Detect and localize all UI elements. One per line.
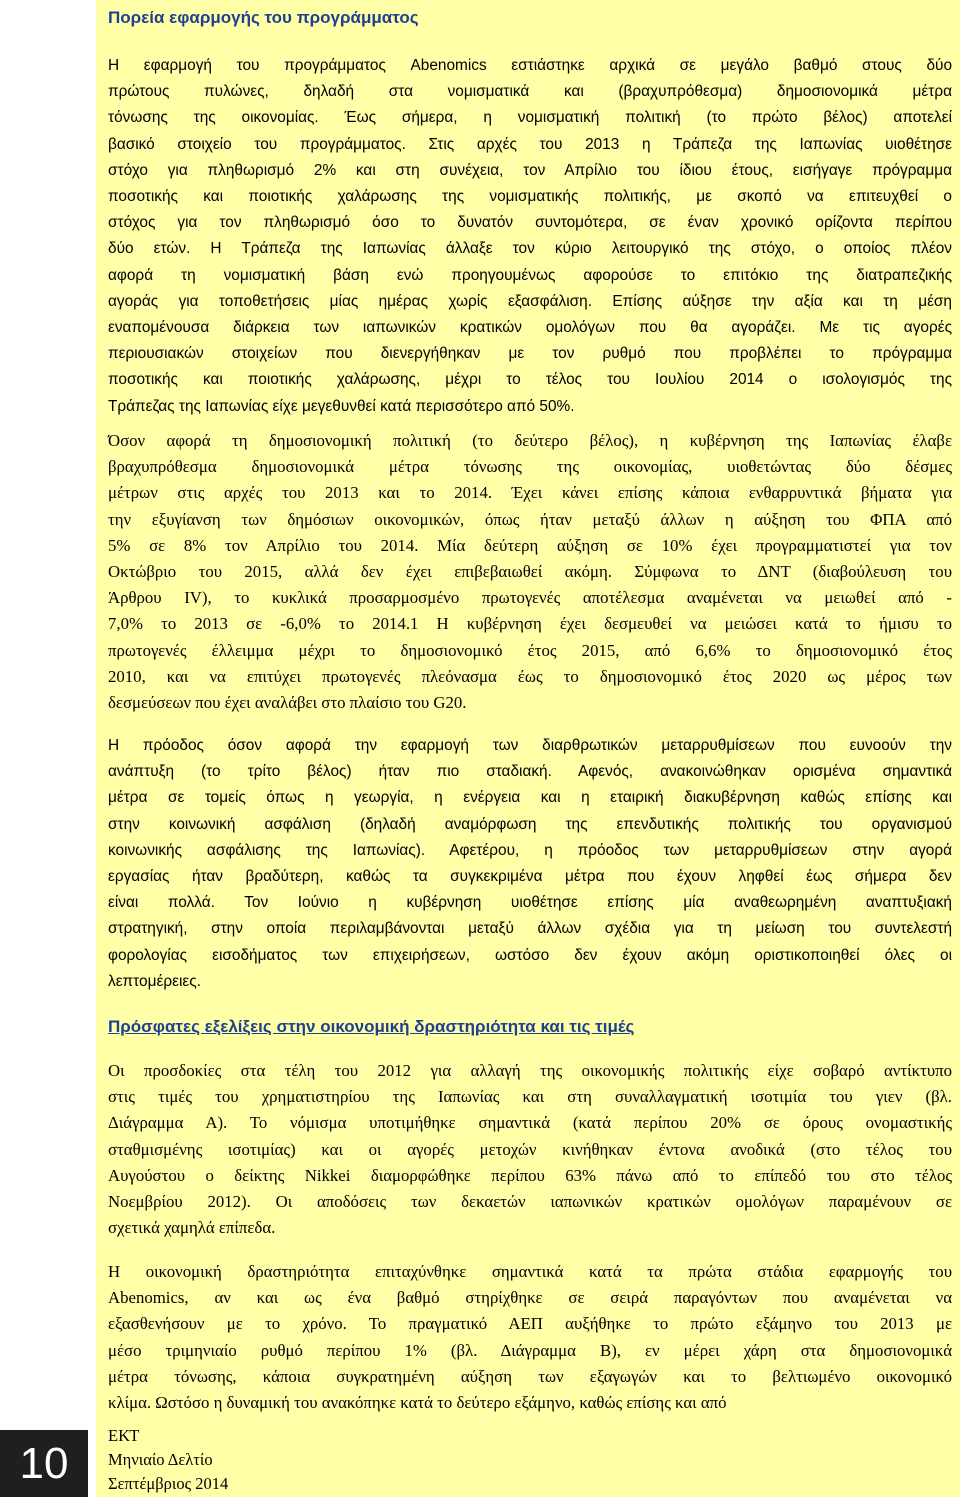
text-line: αφορά τη νομισματική βάση ενώ προηγουμένως αφορούσε το επιτόκιο της διατραπεζικής bbox=[108, 266, 952, 284]
footer-line-bulletin: Μηνιαίο Δελτίο bbox=[108, 1450, 213, 1469]
text-line: δεσμεύσεων που έχει αναλάβει στο πλαίσιο του G20. bbox=[108, 693, 467, 713]
text-line: εναπομένουσα διάρκεια των ιαπωνικών κρατικών ομολόγων που θα αγοράζει. Με τις αγορές bbox=[108, 319, 952, 337]
text-line: στην κοινωνική ασφάλιση (δηλαδή αναμόρφωση της επενδυτικής πολιτικής του οργανισμού bbox=[108, 815, 952, 833]
text-line: ποσοτικής και ποιοτικής χαλάρωσης της νομισματικής πολιτικής, με σκοπό να επιτευχθεί ο bbox=[108, 188, 952, 206]
text-line: την εξυγίανση των δημόσιων οικονομικών, όπως ήταν μεταξύ άλλων η αύξηση του ΦΠΑ από bbox=[108, 509, 952, 529]
page-footer bbox=[0, 1408, 960, 1497]
text-line: κλίμα. Ωστόσο η δυναμική του ανακόπηκε κατά το δεύτερο εξάμηνο, καθώς επίσης και από bbox=[108, 1393, 727, 1413]
footer-line-ekt: ΕΚΤ bbox=[108, 1426, 140, 1445]
text-line: ανάπτυξη (το τρίτο βέλος) ήταν πιο σταδιακή. Αφενός, ανακοινώθηκαν ορισμένα σημαντικά bbox=[108, 763, 952, 781]
text-line: βασικό στοιχείο του προγράμματος. Στις αρχές του 2013 η Τράπεζα της Ιαπωνίας υιοθέτησε bbox=[108, 135, 952, 153]
text-line: Νοεμβρίου 2012). Οι αποδόσεις των δεκαετών ιαπωνικών κρατικών ομολόγων παραμένουν σε bbox=[108, 1192, 952, 1212]
text-line: σχετικά χαμηλά επίπεδα. bbox=[108, 1218, 276, 1238]
paragraph-3 bbox=[108, 733, 952, 995]
text-line: περιουσιακών στοιχείων που διενεργήθηκαν με τον ρυθμό που προβλέπει το πρόγραμμα bbox=[108, 345, 952, 363]
paragraph-1 bbox=[108, 53, 952, 420]
footer-publication bbox=[108, 1424, 228, 1496]
section-heading-recent-developments: Πρόσφατες εξελίξεις στην οικονομική δραστηριότητα και τις τιμές bbox=[108, 1017, 635, 1036]
paragraph-2 bbox=[108, 428, 952, 716]
text-line: μέτρα τόνωσης, κάποια συγκρατημένη αύξηση των εξαγωγών και το βελτιωμένο οικονομικό bbox=[108, 1366, 952, 1386]
section-heading-implementation: Πορεία εφαρμογής του προγράμματος bbox=[108, 8, 419, 27]
text-line: Άρθρου IV), το κυκλικά προσαρμοσμένο πρωτογενές αποτέλεσμα αναμένεται να μειωθεί από - bbox=[108, 588, 952, 608]
text-line: Η πρόοδος όσον αφορά την εφαρμογή των διαρθρωτικών μεταρρυθμίσεων που ευνοούν την bbox=[108, 737, 952, 754]
text-line: Όσον αφορά τη δημοσιονομική πολιτική (το δεύτερο βέλος), η κυβέρνηση της Ιαπωνίας έλαβε bbox=[108, 431, 952, 450]
text-line: στόχο για πληθωρισμό 2% και στη συνέχεια, τον Απρίλιο του ίδιου έτους, εισήγαγε πρόγραμμα bbox=[108, 161, 952, 179]
text-line: ποσοτικής και ποιοτικής χαλάρωσης, μέχρι το τέλος του Ιουλίου 2014 ο ισολογισμός της bbox=[108, 371, 952, 389]
text-line: μέσο τριμηνιαίο ρυθμό περίπου 1% (βλ. Διάγραμμα Β), εν μέρει χάρη στα δημοσιονομικά bbox=[108, 1340, 952, 1360]
text-line: Οκτώβριο του 2015, αλλά δεν έχει επιβεβαιωθεί ακόμη. Σύμφωνα το ΔΝΤ (διαβούλευση του bbox=[108, 562, 952, 582]
text-line: πρώτους πυλώνες, δηλαδή στα νομισματικά και (βραχυπρόθεσμα) δημοσιονομικά μέτρα bbox=[108, 83, 952, 101]
paragraph-4 bbox=[108, 1058, 952, 1241]
text-line: στρατηγική, στην οποία περιλαμβάνονται μεταξύ άλλων σχέδια για τη μείωση του συντελεστή bbox=[108, 920, 952, 938]
text-line: είναι πολλά. Τον Ιούνιο η κυβέρνηση υιοθέτησε επίσης μία αναθεωρημένη αναπτυξιακή bbox=[108, 894, 952, 912]
text-line: 7,0% το 2013 σε -6,0% το 2014.1 Η κυβέρνηση έχει δεσμευθεί να μειώσει κατά το ήμισυ το bbox=[108, 614, 952, 634]
text-line: βραχυπρόθεσμα δημοσιονομικά μέτρα τόνωσης της οικονομίας, υιοθετώντας δύο δέσμες bbox=[108, 457, 952, 477]
paragraph-5 bbox=[108, 1259, 952, 1416]
text-line: κοινωνικής ασφάλισης της Ιαπωνίας). Αφετέρου, η πρόοδος των μεταρρυθμίσεων στην αγορά bbox=[108, 841, 952, 859]
text-line: μέτρων στις αρχές του 2013 και το 2014. Έχει κάνει επίσης κάποια ενθαρρυντικά βήματα για bbox=[108, 483, 952, 503]
text-line: 2010, και να επιτύχει πρωτογενές πλεόνασμα έως το δημοσιονομικό έτος 2020 ως μέρος των bbox=[108, 666, 952, 686]
page-number: 10 bbox=[0, 1430, 88, 1497]
text-line: αγοράς για τοποθετήσεις μίας ημέρας χωρίς εξασφάλιση. Επίσης αύξησε την αξία και τη μέση bbox=[108, 292, 952, 310]
text-line: Αυγούστου ο δείκτης Nikkei διαμορφώθηκε περίπου 63% πάνω από το επίπεδό του στο τέλος bbox=[108, 1165, 952, 1185]
text-line: 5% σε 8% τον Απρίλιο του 2014. Μία δεύτερη αύξηση σε 10% έχει προγραμματιστεί για τον bbox=[108, 535, 952, 555]
text-line: φορολογίας εισοδήματος των επιχειρήσεων, ωστόσο δεν έχουν ακόμη οριστικοποιηθεί όλες οι bbox=[108, 946, 952, 964]
text-line: τόνωσης της οικονομίας. Έως σήμερα, η νομισματική πολιτική (το πρώτο βέλος) αποτελεί bbox=[108, 109, 952, 127]
text-line: δύο ετών. Η Τράπεζα της Ιαπωνίας άλλαξε τον κύριο λειτουργικό της στόχο, ο οποίος πλέον bbox=[108, 240, 952, 258]
text-line: Οι προσδοκίες στα τέλη του 2012 για αλλαγή της οικονομικής πολιτικής είχε σοβαρό αντίκτυπο bbox=[108, 1061, 952, 1080]
text-line: λεπτομέρειες. bbox=[108, 972, 201, 990]
text-line: πρωτογενές έλλειμμα μέχρι το δημοσιονομικό έτος 2015, από 6,6% το δημοσιονομικό έτος bbox=[108, 640, 952, 660]
text-line: Διάγραμμα Α). Το νόμισμα υποτιμήθηκε σημαντικά (κατά περίπου 20% σε όρους ονομαστικής bbox=[108, 1113, 952, 1133]
text-line: σταθμισμένης ισοτιμίας) και οι αγορές μετοχών κινήθηκαν έντονα ανοδικά (στο τέλος του bbox=[108, 1139, 952, 1159]
text-line: στις τιμές του χρηματιστηρίου της Ιαπωνίας και στη συναλλαγματική ισοτιμία του γιεν (βλ. bbox=[108, 1087, 952, 1107]
text-line: εργασίας ήταν βραδύτερη, καθώς τα συγκεκριμένα μέτρα που έχουν ληφθεί έως σήμερα δεν bbox=[108, 868, 952, 886]
text-line: Η οικονομική δραστηριότητα επιταχύνθηκε σημαντικά κατά τα πρώτα στάδια εφαρμογής του bbox=[108, 1262, 952, 1281]
text-line: μέτρα σε τομείς όπως η γεωργία, η ενέργεια και η εταιρική διακυβέρνηση καθώς επίσης και bbox=[108, 789, 952, 807]
footer-line-date: Σεπτέμβριος 2014 bbox=[108, 1474, 229, 1493]
text-line: στόχος για τον πληθωρισμό όσο το δυνατόν συντομότερα, σε έναν χρονικό ορίζοντα περίπου bbox=[108, 214, 952, 232]
text-line: Τράπεζας της Ιαπωνίας είχε μεγεθυνθεί κατά περισσότερο από 50%. bbox=[108, 397, 575, 415]
text-line: εξασθενήσουν με το χρόνο. Το πραγματικό ΑΕΠ αυξήθηκε το πρώτο εξάμηνο του 2013 με bbox=[108, 1314, 952, 1334]
text-line: Abenomics, αν και ως ένα βαθμό στηρίχθηκε σε σειρά παραγόντων που αναμένεται να bbox=[108, 1288, 952, 1308]
text-line: Η εφαρμογή του προγράμματος Abenomics εστιάστηκε αρχικά σε μεγάλο βαθμό στους δύο bbox=[108, 57, 952, 74]
